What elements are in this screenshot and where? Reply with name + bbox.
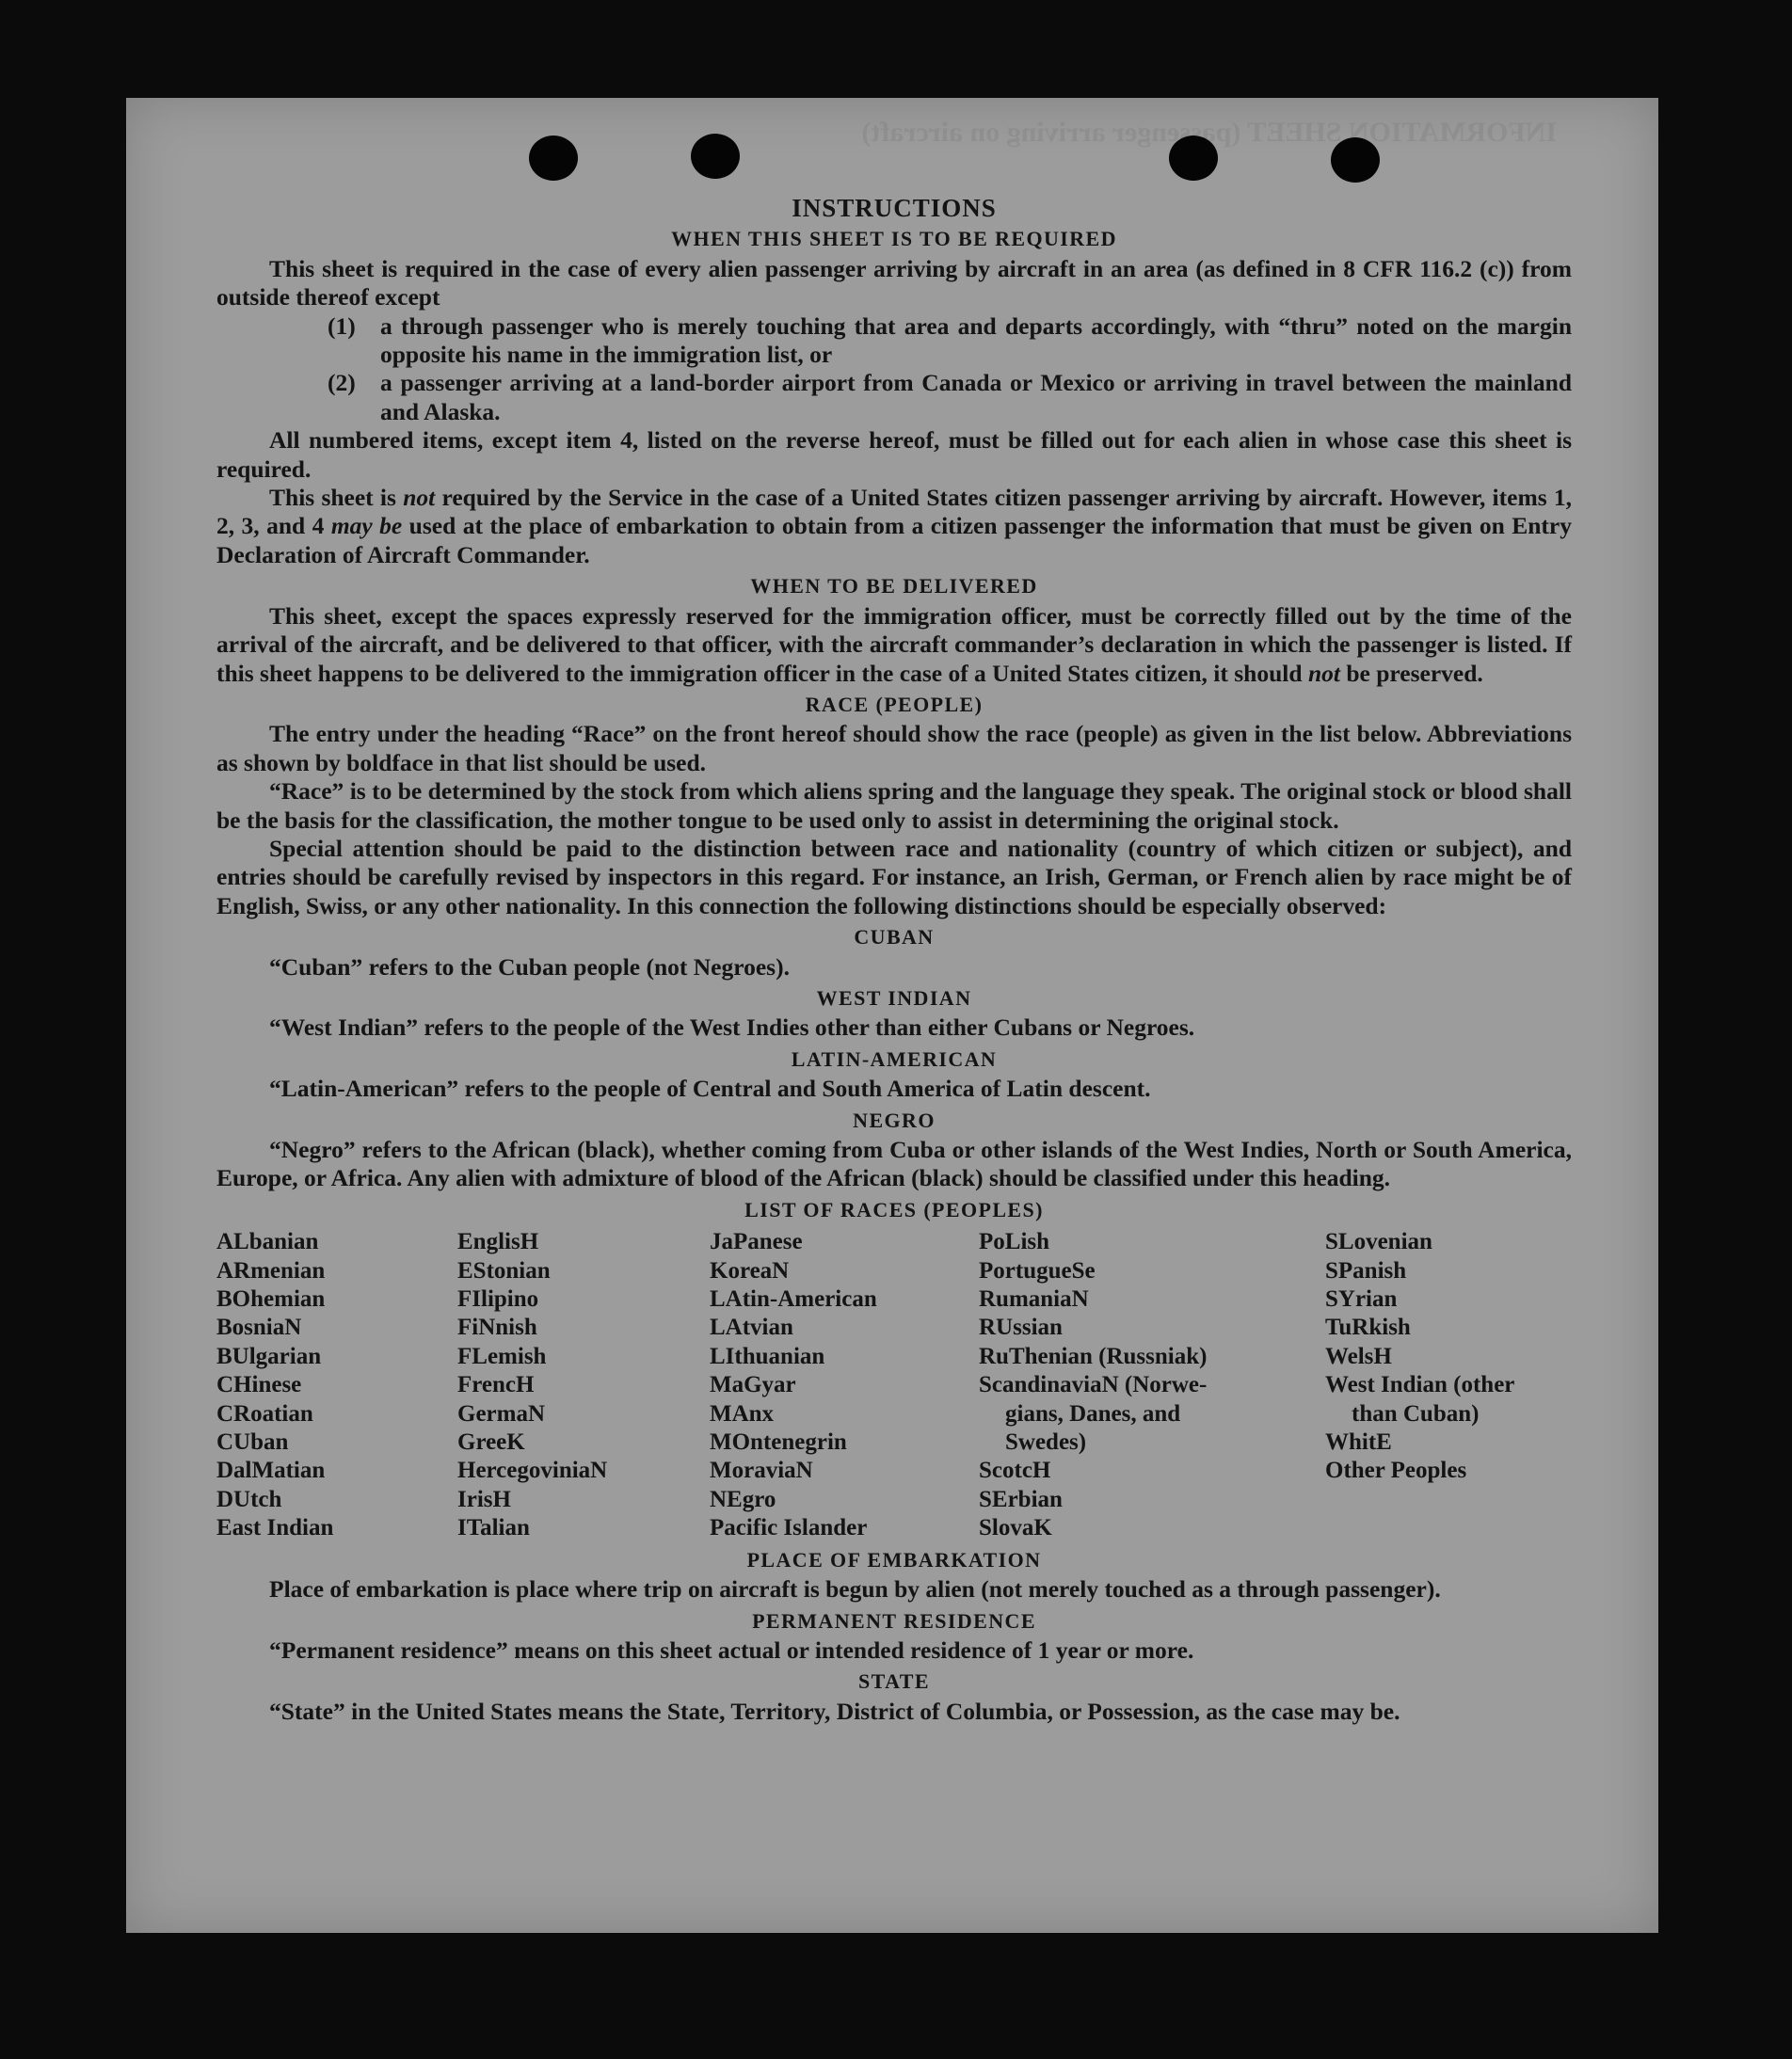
races-column-2 bbox=[457, 1228, 710, 1542]
race-entry: East Indian bbox=[216, 1515, 334, 1541]
delivered-text-not: not bbox=[1307, 659, 1340, 687]
citizen-text-not: not bbox=[403, 484, 436, 512]
exception-item bbox=[328, 312, 1572, 370]
race-entry: SErbian bbox=[979, 1486, 1063, 1512]
punch-hole-icon bbox=[1331, 137, 1380, 183]
race-entry: IrisH bbox=[457, 1486, 511, 1512]
race-entry: RuThenian (Russniak) bbox=[979, 1343, 1208, 1369]
exception-text: a through passenger who is merely touching that area and departs accordingly, with “thru” noted on the margin opposite his name in the immigration list, or bbox=[380, 311, 1572, 369]
race-entry: PortugueSe bbox=[979, 1257, 1096, 1284]
intro-paragraph: This sheet is required in the case of every alien passenger arriving by aircraft in an area (as defined in 8 CFR 116.2 (c)) from outside thereof except bbox=[216, 254, 1572, 311]
race-entry: GreeK bbox=[457, 1429, 525, 1456]
heading-latin-american: LATIN-AMERICAN bbox=[791, 1046, 998, 1071]
race-entry: ScandinaviaN (Norwe- bbox=[979, 1372, 1208, 1398]
race-entry: JaPanese bbox=[710, 1229, 803, 1255]
race-entry: TuRkish bbox=[1325, 1315, 1411, 1341]
heading-west-indian: WEST INDIAN bbox=[816, 985, 972, 1010]
race-entry: FLemish bbox=[457, 1343, 547, 1369]
document-page bbox=[126, 98, 1658, 1933]
race-entry: Other Peoples bbox=[1325, 1458, 1467, 1484]
negro-definition: “Negro” refers to the African (black), whether coming from Cuba or other islands of the West Indies, North or South America, Europe, or Africa. Any alien with admixture of blood of the African (black) should be classified under this heading. bbox=[216, 1136, 1572, 1192]
race-entry: MOntenegrin bbox=[710, 1429, 847, 1456]
race-entry: SlovaK bbox=[979, 1515, 1052, 1541]
numbered-items-paragraph: All numbered items, except item 4, listed on the reverse hereof, must be filled out for each alien in whose case this sheet is required. bbox=[216, 426, 1572, 483]
race-entry: WelsH bbox=[1325, 1343, 1392, 1369]
race-entry: BosniaN bbox=[216, 1315, 302, 1341]
citizen-text-a: This sheet is bbox=[269, 484, 404, 512]
race-entry: RumaniaN bbox=[979, 1286, 1089, 1313]
race-entry: KoreaN bbox=[710, 1257, 790, 1284]
heading-race: RACE (PEOPLE) bbox=[805, 692, 984, 716]
race-entry: ALbanian bbox=[216, 1229, 319, 1255]
race-paragraph-2: “Race” is to be determined by the stock from which aliens spring and the language they speak. The original stock or blood shall be the basis for the classification, the mother tongue to be used only to assist in determining the original stock. bbox=[216, 777, 1572, 834]
cuban-definition: “Cuban” refers to the Cuban people (not Negroes). bbox=[269, 952, 790, 981]
race-entry: LAtin-American bbox=[710, 1286, 877, 1313]
race-entry: SPanish bbox=[1325, 1257, 1407, 1284]
delivered-paragraph bbox=[216, 602, 1572, 688]
race-entry: FrencH bbox=[457, 1372, 535, 1398]
heading-when-required: WHEN THIS SHEET IS TO BE REQUIRED bbox=[671, 227, 1117, 251]
race-entry: LIthuanian bbox=[710, 1343, 825, 1369]
embarkation-paragraph: Place of embarkation is place where trip on aircraft is begun by alien (not merely touched as a through passenger). bbox=[269, 1575, 1441, 1604]
race-paragraph-3: Special attention should be paid to the distinction between race and nationality (country of which citizen or subject), and entries should be carefully revised by inspectors in this regard. For instance, an Irish, German, or French alien by race might be of English, Swiss, or any other nationality. In this connection the following distinctions should be especially observed: bbox=[216, 834, 1572, 919]
race-entry: West Indian (other bbox=[1325, 1372, 1515, 1398]
races-column-3 bbox=[710, 1228, 979, 1542]
races-column-5 bbox=[1325, 1228, 1572, 1542]
heading-negro: NEGRO bbox=[853, 1108, 936, 1132]
heading-cuban: CUBAN bbox=[854, 925, 935, 950]
exception-number: (2) bbox=[328, 369, 356, 397]
race-entry: DUtch bbox=[216, 1486, 282, 1512]
west-indian-definition: “West Indian” refers to the people of the West Indies other than either Cubans or Negroes. bbox=[269, 1014, 1195, 1042]
citizen-text-may: may be bbox=[330, 512, 403, 540]
races-column-4 bbox=[979, 1228, 1325, 1542]
race-entry: Pacific Islander bbox=[710, 1515, 868, 1541]
race-entry-continued: than Cuban) bbox=[1352, 1400, 1480, 1427]
race-entry: HercegoviniaN bbox=[457, 1458, 608, 1484]
state-paragraph: “State” in the United States means the State, Territory, District of Columbia, or Possession, as the case may be. bbox=[269, 1697, 1400, 1725]
heading-permanent-residence: PERMANENT RESIDENCE bbox=[752, 1608, 1036, 1633]
race-entry: MaGyar bbox=[710, 1372, 796, 1398]
race-entry: WhitE bbox=[1325, 1429, 1392, 1456]
race-entry: ARmenian bbox=[216, 1257, 326, 1284]
exception-number: (1) bbox=[328, 311, 356, 340]
punch-hole-icon bbox=[529, 136, 578, 181]
race-entry: MAnx bbox=[710, 1400, 775, 1427]
residence-paragraph: “Permanent residence” means on this sheet actual or intended residence of 1 year or more. bbox=[269, 1636, 1194, 1664]
race-entry: NEgro bbox=[710, 1486, 776, 1512]
races-column-1 bbox=[216, 1228, 457, 1542]
race-entry: LAtvian bbox=[710, 1315, 793, 1341]
delivered-text-b: be preserved. bbox=[1339, 659, 1483, 687]
race-paragraph-1: The entry under the heading “Race” on the front hereof should show the race (people) as given in the list below. Abbreviations as shown by boldface in that list should be used. bbox=[216, 720, 1572, 776]
heading-state: STATE bbox=[858, 1669, 930, 1694]
delivered-text-a: This sheet, except the spaces expressly reserved for the immigration officer, must be correctly filled out by the time of the arrival of the aircraft, and be delivered to that officer, with the aircraft commander’s declaration in which the passenger is listed. If this sheet happens to be delivered to the immigration officer in the case of a United States citizen, it should bbox=[216, 601, 1572, 687]
race-entry: CUban bbox=[216, 1429, 289, 1456]
race-entry: ScotcH bbox=[979, 1458, 1051, 1484]
race-entry: BOhemian bbox=[216, 1286, 326, 1313]
instructions-content bbox=[216, 194, 1572, 1726]
page-title: INSTRUCTIONS bbox=[792, 194, 997, 222]
heading-embarkation: PLACE OF EMBARKATION bbox=[746, 1547, 1042, 1572]
bleed-through-text: INFORMATION SHEET (passenger arriving on aircraft) bbox=[861, 117, 1557, 148]
citizen-paragraph bbox=[216, 484, 1572, 569]
punch-hole-icon bbox=[691, 134, 740, 179]
punch-hole-icon bbox=[1169, 136, 1218, 181]
race-entry: CRoatian bbox=[216, 1400, 313, 1427]
race-entry: FiNnish bbox=[457, 1315, 537, 1341]
race-entry-continued: Swedes) bbox=[1005, 1429, 1087, 1456]
race-entry: EnglisH bbox=[457, 1229, 539, 1255]
race-entry: DalMatian bbox=[216, 1458, 326, 1484]
heading-when-delivered: WHEN TO BE DELIVERED bbox=[750, 574, 1038, 599]
races-table bbox=[216, 1228, 1572, 1542]
race-entry: CHinese bbox=[216, 1372, 302, 1398]
race-entry-continued: gians, Danes, and bbox=[1005, 1400, 1181, 1427]
citizen-text-c: used at the place of embarkation to obtain from a citizen passenger the information that must be given on Entry Declaration of Aircraft Commander. bbox=[216, 512, 1572, 568]
citizen-text-b: required by the Service in the case of a United States citizen passenger arriving by aircraft. However, items 1, 2, 3, and 4 bbox=[216, 484, 1572, 540]
race-entry: BUlgarian bbox=[216, 1343, 322, 1369]
race-entry: FIlipino bbox=[457, 1286, 539, 1313]
exception-item bbox=[328, 369, 1572, 426]
exception-text: a passenger arriving at a land-border airport from Canada or Mexico or arriving in travel between the mainland and Alaska. bbox=[380, 369, 1572, 425]
race-entry: SYrian bbox=[1325, 1286, 1398, 1313]
race-entry: PoLish bbox=[979, 1229, 1050, 1255]
race-entry: SLovenian bbox=[1325, 1229, 1432, 1255]
race-entry: ITalian bbox=[457, 1515, 530, 1541]
race-entry: EStonian bbox=[457, 1257, 551, 1284]
race-entry: RUssian bbox=[979, 1315, 1063, 1341]
race-entry: MoraviaN bbox=[710, 1458, 813, 1484]
race-entry: GermaN bbox=[457, 1400, 546, 1427]
latin-american-definition: “Latin-American” refers to the people of Central and South America of Latin descent. bbox=[269, 1075, 1151, 1103]
heading-list-of-races: LIST OF RACES (PEOPLES) bbox=[744, 1197, 1044, 1221]
